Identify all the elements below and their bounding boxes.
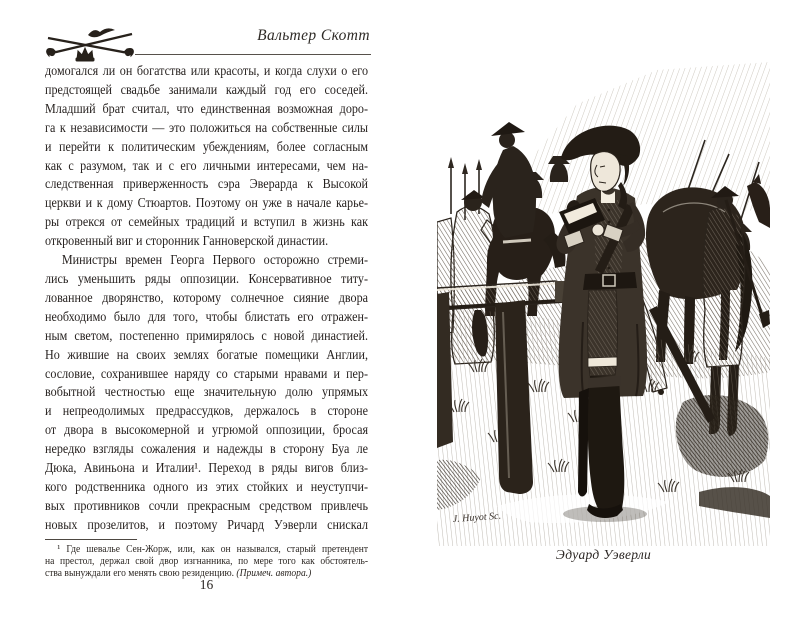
- text-line: нередко взгляды сожаления и надежды в сторону Буа ле: [45, 441, 369, 457]
- running-head-author: Вальтер Скотт: [257, 27, 370, 44]
- engraver-signature: J. Huyot Sc.: [452, 510, 502, 525]
- text-line: как с разумом, так и с его личными интересами, чем на-: [45, 157, 369, 173]
- text-line: вых противников сочли прекрасным средством привлечь: [45, 497, 369, 513]
- text-line: ным светом, постепенно примирялось с новой династией.: [45, 327, 369, 343]
- pike-tips: [448, 157, 482, 174]
- text-line: необходимо было для того, чтобы блистать его отражен-: [45, 308, 369, 324]
- boot: [588, 376, 624, 516]
- text-line: Младший брат считал, что единственная возможная доро-: [45, 100, 369, 116]
- knee-band: [588, 357, 617, 367]
- footnote-line: на престол, держал свой двор изгнанника, по мере того как обстоятель-: [45, 554, 369, 567]
- footnote-rule: [45, 539, 137, 540]
- illustration-caption: Эдуард Уэверли: [555, 547, 652, 562]
- text-line: предстоящей свадьбе занимали каждый год его соседей.: [45, 81, 369, 97]
- text-line: новых прозелитов, и поэтому Ричард Уэверли снискал: [45, 516, 369, 532]
- text-line: лованное дворянство, которому солнечное сияние двора: [45, 289, 369, 305]
- text-line: Но жившие на своих землях богатые помещики Англии,: [45, 346, 369, 362]
- text-line: га к независимости — это положиться на собственные силы: [45, 119, 369, 135]
- text-line: кого родственника одного из этих стойких и неуступчи-: [45, 478, 369, 494]
- text-line: Дюка, Авиньона и Италии¹. Переход в ряды вигов близ-: [45, 460, 369, 476]
- text-line: вобытной честностью еще значительную долю упрямых: [45, 384, 369, 400]
- text-line: откровенный виг и сторонник Ганноверской династии.: [45, 233, 329, 249]
- text-line: от двора в высокомерной и угрюмой оппозиции, бросая: [45, 422, 369, 438]
- paragraph: [45, 251, 368, 535]
- text-line: домогался ли он богатства или красоты, и когда слухи о его: [45, 63, 369, 78]
- text-line: лись уменьшить ряды оппозиции. Консервативное титу-: [45, 270, 369, 286]
- footnote-author-note: (Примеч. автора.): [236, 567, 312, 580]
- footnote-lines: [45, 543, 368, 567]
- crossed-sabers-ornament: [44, 25, 136, 62]
- text-line: ры отрекся от семейных традиций и вступил в жизнь как: [45, 214, 369, 230]
- text-line: и непреодолимых предрассудков, держалось в стороне: [45, 403, 369, 419]
- footnote-line: ¹ Где шевалье Сен-Жорж, или, как он назывался, старый претендент: [57, 542, 369, 555]
- page-number: 16: [199, 577, 214, 592]
- footnote: [45, 543, 368, 580]
- header-rule: [135, 54, 371, 55]
- engraving-illustration: [437, 62, 770, 546]
- text-line: и перейти к политическим убеждениям, более согласным: [45, 138, 369, 154]
- footnote-text: ства вынуждали его менять свою резиденцию.: [45, 567, 237, 580]
- text-line: сословие, сохранившее наряду со старыми нравами и пер-: [45, 365, 369, 381]
- body-text-column: [45, 62, 368, 579]
- text-line: церкви и к дому Стюартов. Поэтому он уже в начале карье-: [45, 195, 369, 211]
- text-line: Министры времен Георга Первого осторожно стреми-: [61, 252, 369, 268]
- left-hand: [592, 224, 604, 236]
- paragraph: [45, 62, 368, 251]
- text-line: следственная приверженность сэра Эверарда к Высокой: [45, 176, 369, 192]
